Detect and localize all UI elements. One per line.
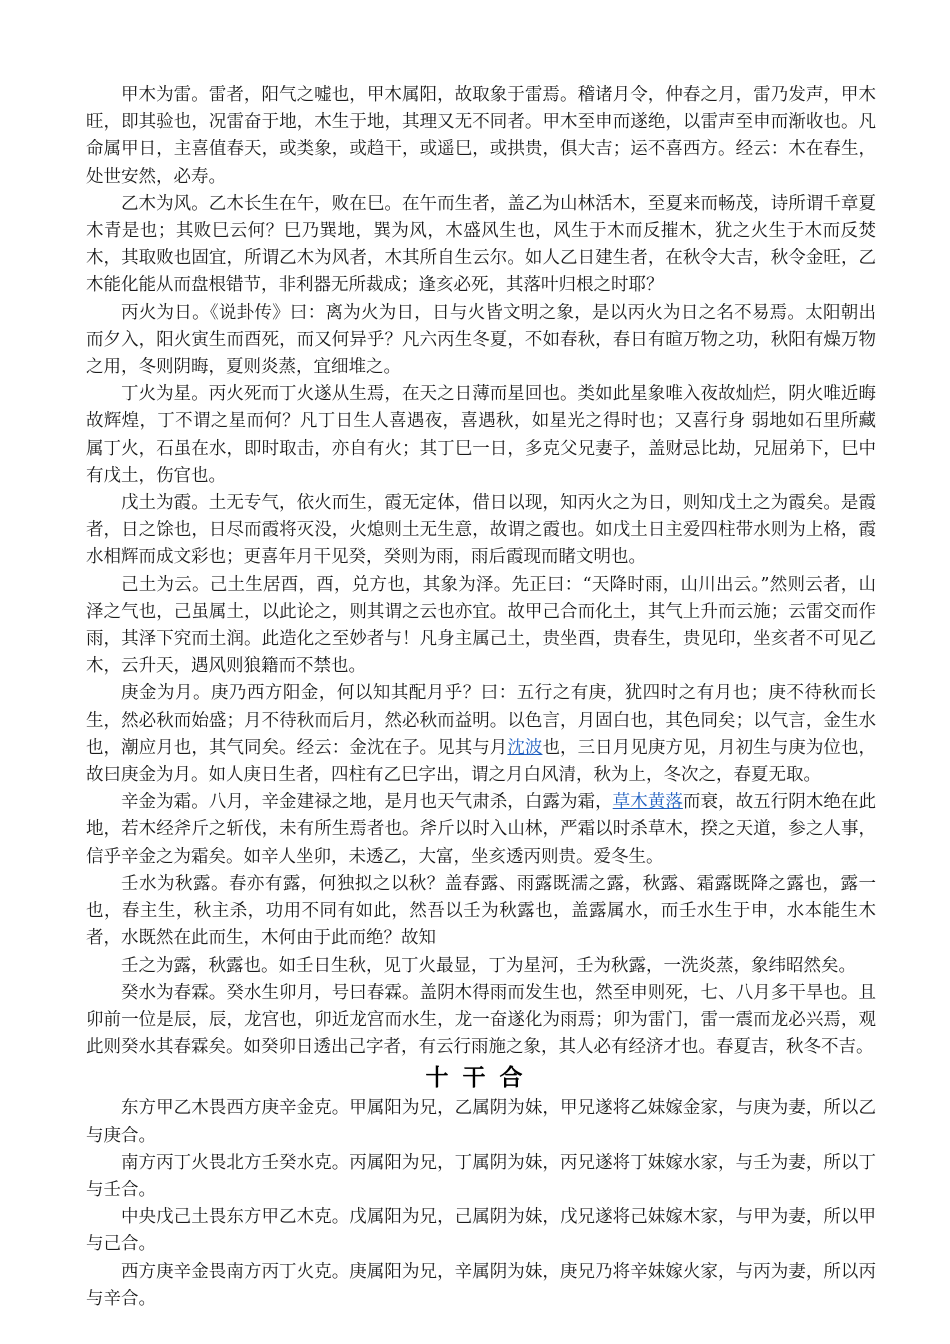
paragraph-ren-water: 壬水为秋露。春亦有露，何独拟之以秋？盖春露、雨露既濡之露，秋露、霜露既降之露也，露一也，春主生，秋主杀，功用不同有如此，然吾以壬为秋露也，盖露属水，而壬水生于申，水本能生木者，水既然在此而生，木何由于此而绝？故知: [86, 873, 876, 949]
paragraph-ding-ren-combine: 南方丙丁火畏北方壬癸水克。丙属阳为兄，丁属阴为妹，丙兄遂将丁妹嫁水家，与壬为妻，所以丁与壬合。: [86, 1152, 876, 1200]
hyperlink-cao-mu-huang-luo[interactable]: 草木黄落: [612, 792, 683, 813]
paragraph-xin-metal: [86, 789, 876, 871]
document-body: [86, 82, 876, 1313]
paragraph-bing-fire: 丙火为日。《说卦传》曰：离为火为日，日与火皆文明之象，是以丙火为日之名不易焉。太阳朝出而夕入，阳火寅生而酉死，而又何异乎？凡六丙生冬夏，不如春秋，春日有暄万物之功，秋阳有燥万物之用，冬则阴晦，夏则炎蒸，宜细堆之。: [86, 302, 876, 378]
paragraph-ren-continued: 壬之为露，秋露也。如壬日生秋，见丁火最显，丁为星河，壬为秋露，一洗炎蒸，象纬昭然矣。: [121, 955, 856, 976]
geng-text-after-link: 也，三日月见庚方见，月初生与庚为位也，故曰庚金为月。如人庚日生者，四柱有乙巳字出，谓之月白风清，秋为上，冬次之，春夏无取。: [86, 737, 877, 786]
paragraph-yi-geng-combine: 东方甲乙木畏西方庚辛金克。甲属阳为兄，乙属阴为妹，甲兄遂将乙妹嫁金家，与庚为妻，所以乙与庚合。: [86, 1098, 876, 1146]
paragraph-geng-metal: [86, 680, 876, 789]
paragraph-gui-water: 癸水为春霖。癸水生卯月，号曰春霖。盖阴木得雨而发生也，然至申则死，七、八月多干旱也。且卯前一位是辰，辰，龙宫也，卯近龙宫而水生，龙一奋遂化为雨焉；卯为雷门，雷一震而龙必兴焉，观此则癸水其春霖矣。如癸卯日透出己字者，有云行雨施之象，其人必有经济才也。春夏吉，秋冬不吉。: [86, 982, 876, 1058]
paragraph-jia-ji-combine: 中央戊己土畏东方甲乙木克。戊属阳为兄，己属阴为妹，戊兄遂将己妹嫁木家，与甲为妻，所以甲与己合。: [86, 1207, 876, 1255]
paragraph-wu-earth: 戊土为霞。土无专气，依火而生，霞无定体，借日以现，知丙火之为日，则知戊土之为霞矣。是霞者，日之馀也，日尽而霞将灭没，火熄则土无生意，故谓之霞也。如戊土日主爱四柱带水则为上格，霞水相辉而成文彩也；更喜年月干见癸，癸则为雨，雨后霞现而睹文明也。: [86, 493, 876, 568]
section-title: 十干合: [425, 1065, 537, 1092]
paragraph-bing-xin-combine: 西方庚辛金畏南方丙丁火克。庚属阳为兄，辛属阴为妹，庚兄乃将辛妹嫁火家，与丙为妻，所以丙与辛合。: [86, 1261, 876, 1309]
xin-text-before-link: 辛金为霜。八月，辛金建禄之地，是月也天气肃杀，白露为霜，: [121, 792, 613, 813]
xin-text-after-link: 而衰，故五行阴木绝在此地，若木经斧斤之斩伐，未有所生焉者也。斧斤以时入山林，严霜以时杀草木，揆之天道，参之人事，信乎辛金之为霜矣。如辛人坐卯，未透乙，大富，坐亥透丙则贵。爱冬生。: [86, 792, 877, 867]
paragraph-ji-earth: 己土为云。己土生居酉，酉，兑方也，其象为泽。先正曰：“天降时雨，山川出云。”然则云者，山泽之气也，己虽属土，以此论之，则其谓之云也亦宜。故甲己合而化土，其气上升而云施；云雷交而作雨，其泽下究而土润。此造化之至妙者与！凡身主属己土，贵坐酉，贵春生，贵见印，坐亥者不可见乙木，云升天，遇风则狼籍而不禁也。: [86, 574, 876, 677]
paragraph-jia-wood: 甲木为雷。雷者，阳气之嘘也，甲木属阳，故取象于雷焉。稽诸月令，仲春之月，雷乃发声，甲木旺，即其验也，况雷奋于地，木生于地，其理又无不同者。甲木至申而遂绝，以雷声至申而渐收也。凡命属甲日，主喜值春天，或类象，或趋干，或遥巳，或拱贵，俱大吉；运不喜西方。经云：木在春生，处世安然，必寿。: [86, 85, 876, 187]
paragraph-ding-fire: 丁火为星。丙火死而丁火遂从生焉，在天之日薄而星回也。类如此星象唯入夜故灿烂，阴火唯近晦故辉煌，丁不谓之星而何？凡丁日生人喜遇夜，喜遇秋，如星光之得时也；又喜行身 弱地如石里所藏属丁火，石虽在水，即时取击，亦自有火；其丁巳一日，多克父兄妻子，盖财忌比劫，兄屈弟下，巳中有戊土，伤官也。: [86, 384, 876, 486]
paragraph-yi-wood: 乙木为风。乙木长生在午，败在巳。在午而生者，盖乙为山林活木，至夏来而畅茂，诗所谓千章夏木青是也；其败巳云何？巳乃巽地，巽为风，木盛风生也，风生于木而反摧木，犹之火生于木而反焚木，其取败也固宜，所谓乙木为风者，木其所自生云尔。如人乙日建生者，在秋令大吉，秋令金旺，乙木能化能从而盘根错节，非利器无所裁成；逢亥必死，其落叶归根之时耶？: [86, 193, 876, 296]
hyperlink-shen-bo[interactable]: 沈波: [507, 737, 543, 758]
geng-text-before-link: 庚金为月。庚乃西方阳金，何以知其配月乎？曰：五行之有庚，犹四时之有月也；庚不待秋而长生，然必秋而始盛；月不待秋而后月，然必秋而益明。以色言，月固白也，其色同矣；以气言，金生水也，潮应月也，其气同矣。经云：金沈在子。见其与月: [86, 683, 876, 758]
